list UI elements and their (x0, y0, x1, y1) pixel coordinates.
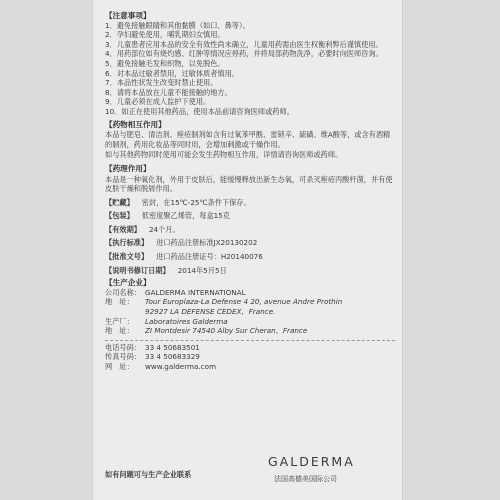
address-row-2 (105, 307, 395, 317)
footer-note: 如有问题可与生产企业联系 (105, 470, 192, 479)
precautions-list (105, 21, 395, 117)
logo-subtitle: 法国高德美国际公司 (274, 475, 337, 483)
approval-row (105, 252, 395, 262)
plant-address-value: ZI Montdesir 74540 Alby Sur Cheran，France (145, 326, 308, 336)
interactions-title: 【药物相互作用】 (105, 119, 166, 129)
standard-row (105, 238, 395, 248)
standard-tag: 【执行标准】 (105, 238, 149, 248)
company-value: GALDERMA INTERNATIONAL (145, 287, 246, 297)
fax-row (105, 352, 395, 362)
revision-tag: 【说明书修订日期】 (105, 265, 170, 275)
website-value: www.galderma.com (145, 362, 217, 371)
storage-row (105, 198, 395, 208)
address-line-2: 92927 LA DEFENSE CEDEX，France. (145, 307, 276, 317)
list-item: 5．避免接触毛发和织物，以免脱色。 (105, 58, 225, 68)
address-row (105, 297, 395, 307)
galderma-logo: GALDERMA (268, 454, 355, 469)
revision-row (105, 266, 395, 276)
plant-address-key: 地 址： (105, 326, 134, 336)
plant-address-row (105, 326, 395, 336)
list-item: 2．孕妇避免使用，哺乳期妇女慎用。 (105, 30, 225, 40)
fax-key: 传真号码： (105, 352, 141, 362)
list-item: 6．对本品过敏者禁用，过敏体质者慎用。 (105, 68, 239, 78)
pharmacology-text: 本品是一种氧化剂，外用于皮肤后，能缓慢释放出新生态氧，可杀灭痤疮丙酸杆菌，并有使皮肤干燥和脱屑作用。 (105, 174, 393, 194)
phone-row (105, 343, 395, 353)
list-item: 3．儿童患者应用本品的安全有效性尚未确立，儿童用药需由医生权衡利弊后谨慎使用。 (105, 39, 383, 49)
list-item: 10．如正在使用其他药品，使用本品前请咨询医师或药师。 (105, 106, 294, 116)
company-key: 公司名称： (105, 287, 141, 297)
list-item: 4．用药部位如有烧灼感、红肿等情况应停药，并将局部药物洗净，必要时向医师咨询。 (105, 49, 383, 59)
website-row (105, 362, 395, 372)
storage-tag: 【贮藏】 (105, 197, 134, 207)
validity-tag: 【有效期】 (105, 224, 141, 234)
package-tag: 【包装】 (105, 211, 134, 221)
validity-text: 24个月。 (148, 224, 180, 234)
website-key: 网 址： (105, 362, 134, 371)
approval-tag: 【批准文号】 (105, 252, 149, 262)
plant-key: 生产厂： (105, 316, 134, 326)
manufacturer-title: 【生产企业】 (105, 278, 151, 288)
company-row (105, 288, 395, 298)
fax-value: 33 4 50683329 (145, 352, 200, 362)
interactions-para-1: 本品与肥皂、清洁剂、痤疮制剂如含有过氧苯甲酰、雷锁辛、硫磺、维A酸等，或含有酒精的制剂，药用化妆品等同时用，会增加刺激或干燥作用。 (105, 130, 391, 149)
approval-text: 进口药品注册证号：H20140076 (156, 252, 263, 262)
storage-text: 密封，在15℃-25℃条件下保存。 (141, 197, 251, 207)
list-item: 1．避免接触眼睛和其他黏膜（如口、鼻等）。 (105, 20, 250, 30)
list-item: 7．本品性状发生改变时禁止使用。 (105, 78, 218, 88)
leaflet-content (105, 8, 395, 372)
package-text: 低密度聚乙烯管，每盒15克 (141, 211, 230, 221)
list-item: 9．儿童必须在成人监护下使用。 (105, 97, 211, 107)
address-line-1: Tour Europlaza-La Defense 4 20, avenue Andre Prothin (145, 297, 343, 307)
pharmacology-title: 【药理作用】 (105, 163, 151, 173)
package-row (105, 211, 395, 221)
address-key: 地 址： (105, 297, 134, 307)
revision-text: 2014年5月5日 (177, 265, 227, 275)
precautions-title: 【注意事项】 (105, 11, 151, 20)
list-item: 8．请将本品放在儿童不能接触的地方。 (105, 87, 232, 97)
plant-value: Laboratoires Galderma (145, 316, 228, 326)
standard-text: 进口药品注册标准JX20130202 (156, 238, 258, 248)
validity-row (105, 225, 395, 235)
section-divider (105, 340, 395, 341)
plant-row (105, 317, 395, 327)
interactions-para-2: 如与其他药物同时使用可能会发生药物相互作用，详情请咨询医师或药师。 (105, 150, 343, 160)
phone-key: 电话号码： (105, 342, 141, 352)
phone-value: 33 4 50683501 (145, 342, 200, 352)
